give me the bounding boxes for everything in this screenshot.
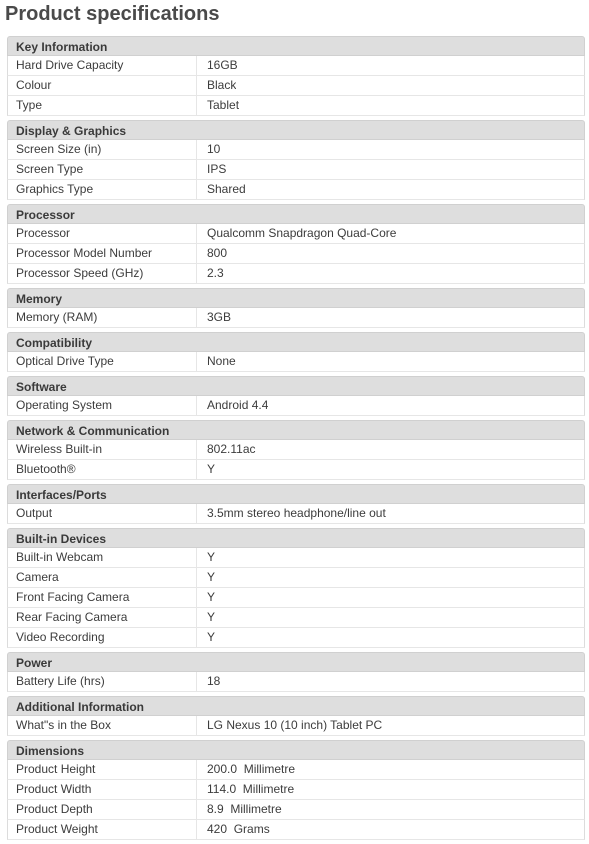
spec-row xyxy=(7,780,585,800)
spec-section xyxy=(7,652,585,692)
spec-value: Shared xyxy=(207,182,246,196)
spec-value: Y xyxy=(207,462,216,476)
spec-row xyxy=(7,224,585,244)
spec-row xyxy=(7,244,585,264)
spec-row xyxy=(7,628,585,648)
spec-value: 3GB xyxy=(207,310,232,324)
spec-value: 200.0 Millimetre xyxy=(207,762,296,776)
spec-row xyxy=(7,716,585,736)
spec-section xyxy=(7,740,585,840)
spec-label: Bluetooth® xyxy=(8,460,197,479)
spec-row xyxy=(7,608,585,628)
spec-label: Video Recording xyxy=(8,628,197,647)
spec-label: Graphics Type xyxy=(8,180,197,199)
section-header: Interfaces/Ports xyxy=(7,484,585,504)
spec-label: Rear Facing Camera xyxy=(8,608,197,627)
spec-label: Battery Life (hrs) xyxy=(8,672,197,691)
spec-section xyxy=(7,696,585,736)
section-header: Compatibility xyxy=(7,332,585,352)
spec-value: Y xyxy=(207,590,216,604)
spec-value: 420 Grams xyxy=(207,822,270,836)
spec-value: LG Nexus 10 (10 inch) Tablet PC xyxy=(207,718,383,732)
spec-label: What"s in the Box xyxy=(8,716,197,735)
spec-section xyxy=(7,376,585,416)
spec-label: Product Depth xyxy=(8,800,197,819)
spec-table xyxy=(7,36,585,844)
spec-section xyxy=(7,484,585,524)
section-header: Processor xyxy=(7,204,585,224)
spec-row xyxy=(7,352,585,372)
spec-label: Hard Drive Capacity xyxy=(8,56,197,75)
spec-row xyxy=(7,264,585,284)
spec-label: Wireless Built-in xyxy=(8,440,197,459)
section-header: Memory xyxy=(7,288,585,308)
spec-value: 2.3 xyxy=(207,266,224,280)
spec-row xyxy=(7,396,585,416)
spec-value: 8.9 Millimetre xyxy=(207,802,282,816)
spec-value: 800 xyxy=(207,246,228,260)
spec-row xyxy=(7,56,585,76)
spec-row xyxy=(7,440,585,460)
spec-row xyxy=(7,588,585,608)
spec-row xyxy=(7,504,585,524)
spec-row xyxy=(7,308,585,328)
spec-section xyxy=(7,528,585,648)
spec-section xyxy=(7,36,585,116)
spec-row xyxy=(7,548,585,568)
spec-label: Camera xyxy=(8,568,197,587)
spec-value: 3.5mm stereo headphone/line out xyxy=(207,506,386,520)
spec-section xyxy=(7,204,585,284)
spec-value: Black xyxy=(207,78,237,92)
spec-value: 114.0 Millimetre xyxy=(207,782,295,796)
spec-label: Built-in Webcam xyxy=(8,548,197,567)
spec-row xyxy=(7,672,585,692)
spec-row xyxy=(7,568,585,588)
spec-value: Tablet xyxy=(207,98,240,112)
section-header: Built-in Devices xyxy=(7,528,585,548)
spec-value: None xyxy=(207,354,236,368)
spec-label: Processor Model Number xyxy=(8,244,197,263)
spec-value: Android 4.4 xyxy=(207,398,269,412)
spec-row xyxy=(7,180,585,200)
spec-value: IPS xyxy=(207,162,227,176)
spec-value: Y xyxy=(207,550,216,564)
spec-label: Screen Type xyxy=(8,160,197,179)
spec-row xyxy=(7,160,585,180)
spec-value: 18 xyxy=(207,674,221,688)
section-header: Dimensions xyxy=(7,740,585,760)
spec-row xyxy=(7,800,585,820)
spec-label: Processor Speed (GHz) xyxy=(8,264,197,283)
section-header: Network & Communication xyxy=(7,420,585,440)
spec-row xyxy=(7,460,585,480)
section-header: Power xyxy=(7,652,585,672)
spec-label: Colour xyxy=(8,76,197,95)
spec-row xyxy=(7,140,585,160)
spec-value: 16GB xyxy=(207,58,238,72)
spec-label: Type xyxy=(8,96,197,115)
section-header: Key Information xyxy=(7,36,585,56)
spec-row xyxy=(7,760,585,780)
spec-label: Memory (RAM) xyxy=(8,308,197,327)
section-header: Additional Information xyxy=(7,696,585,716)
spec-label: Optical Drive Type xyxy=(8,352,197,371)
spec-value: Y xyxy=(207,630,216,644)
spec-value: Y xyxy=(207,610,216,624)
page-title: Product specifications xyxy=(5,3,220,25)
spec-row xyxy=(7,96,585,116)
spec-section xyxy=(7,120,585,200)
spec-label: Product Height xyxy=(8,760,197,779)
spec-label: Product Weight xyxy=(8,820,197,839)
spec-section xyxy=(7,288,585,328)
spec-label: Screen Size (in) xyxy=(8,140,197,159)
spec-row xyxy=(7,76,585,96)
spec-section xyxy=(7,332,585,372)
section-header: Display & Graphics xyxy=(7,120,585,140)
spec-value: 10 xyxy=(207,142,221,156)
spec-value: 802.11ac xyxy=(207,442,256,456)
spec-label: Output xyxy=(8,504,197,523)
spec-value: Y xyxy=(207,570,216,584)
spec-value: Qualcomm Snapdragon Quad-Core xyxy=(207,226,397,240)
spec-section xyxy=(7,420,585,480)
spec-label: Product Width xyxy=(8,780,197,799)
spec-label: Processor xyxy=(8,224,197,243)
spec-label: Front Facing Camera xyxy=(8,588,197,607)
section-header: Software xyxy=(7,376,585,396)
spec-label: Operating System xyxy=(8,396,197,415)
spec-row xyxy=(7,820,585,840)
